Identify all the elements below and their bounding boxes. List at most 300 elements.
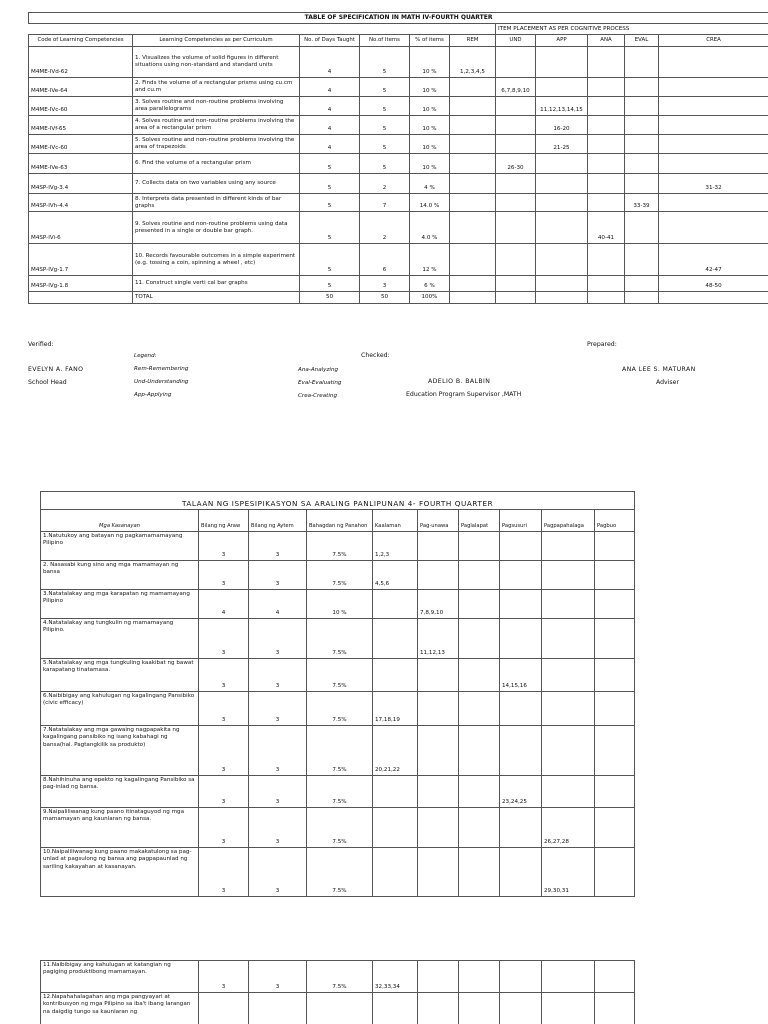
table-row xyxy=(29,276,768,292)
supervisor-name: ADELIO B. BALBIN xyxy=(428,378,491,385)
cell-c4: 23,24,25 xyxy=(500,776,542,808)
cell-code: M4ME-IVf-65 xyxy=(29,116,133,135)
cell-days: 3 xyxy=(199,692,249,726)
col-header-percent: Bahagdan ng Panahon xyxy=(307,510,373,532)
cell-crea xyxy=(659,135,768,154)
total-days: 50 xyxy=(300,292,360,304)
cell-app xyxy=(536,276,588,292)
cell-pct: 7.5% xyxy=(307,619,373,659)
cell-c3 xyxy=(459,961,500,993)
col-header-app: APP xyxy=(536,35,588,47)
cell-items: 2 xyxy=(360,212,410,244)
cell-items: 5 xyxy=(360,97,410,116)
cell-ana xyxy=(588,47,625,78)
cell-c5: 29,30,31 xyxy=(542,848,595,897)
cell-ana xyxy=(588,244,625,276)
cell-app xyxy=(536,194,588,212)
cell-c2 xyxy=(418,561,459,590)
cell-comp: 9. Solves routine and non-routine problems using data presented in a single or double bar graph. xyxy=(133,212,300,244)
cell-c5 xyxy=(542,619,595,659)
cell-c6 xyxy=(595,993,635,1024)
cell-skill: 7.Natatalakay ang mga gawaing nagpapakita ng kagalingang pansibiko ng isang kabahagi ng bansa(hal. Pagtangkilik sa produkto) xyxy=(41,726,199,776)
cell-rem xyxy=(450,174,496,194)
cell-c6 xyxy=(595,848,635,897)
cell-c6 xyxy=(595,561,635,590)
cell-app xyxy=(536,212,588,244)
cell-c5 xyxy=(542,993,595,1024)
cell-ana: 40-41 xyxy=(588,212,625,244)
cell-comp: 3. Solves routine and non-routine problems involving area parallelograms xyxy=(133,97,300,116)
cell-c1 xyxy=(373,619,418,659)
cell-pct: 7.5% xyxy=(307,808,373,848)
cell-eval xyxy=(625,78,659,97)
cell-days: 3 xyxy=(199,776,249,808)
checked-label: Checked: xyxy=(361,352,390,359)
cell-pct: 12 % xyxy=(410,244,450,276)
cell-code xyxy=(29,292,133,304)
cell-comp: 5. Solves routine and non-routine problems involving the area of trapezoids xyxy=(133,135,300,154)
cell-days: 5 xyxy=(300,174,360,194)
cell-ana xyxy=(588,97,625,116)
cell-c6 xyxy=(595,532,635,561)
legend-crea: Crea-Creating xyxy=(298,393,338,399)
cell-c4 xyxy=(500,848,542,897)
cell-comp: 10. Records favourable outcomes in a simple experiment (e.g. tossing a coin, spinning a wheel , etc) xyxy=(133,244,300,276)
cell-code: M4ME-IVd-62 xyxy=(29,47,133,78)
cell-items: 3 xyxy=(249,808,307,848)
cell-app xyxy=(536,154,588,174)
cell-eval xyxy=(625,276,659,292)
cell-comp: 7. Collects data on two variables using any source xyxy=(133,174,300,194)
cell-comp: 11. Construct single verti cal bar graphs xyxy=(133,276,300,292)
cell-c1 xyxy=(373,590,418,619)
cell-crea xyxy=(659,97,768,116)
cell-c5 xyxy=(542,590,595,619)
cell-c3 xyxy=(459,993,500,1024)
table-row xyxy=(29,78,768,97)
cell-items: 5 xyxy=(360,47,410,78)
cell-c5 xyxy=(542,659,595,692)
table-title: TALAAN NG ISPESIPIKASYON SA ARALING PANLIPUNAN 4- FOURTH QUARTER xyxy=(41,492,635,510)
cell-days: 4 xyxy=(300,97,360,116)
cell-und xyxy=(496,194,536,212)
legend-title: Legend: xyxy=(134,353,157,359)
col-header-pagsusuri: Pagsusuri xyxy=(500,510,542,532)
cell-pct: 7.5% xyxy=(307,659,373,692)
cell-ana xyxy=(588,135,625,154)
col-header-code: Code of Learning Competencies xyxy=(29,35,133,47)
col-header-items: Bilang ng Aytem xyxy=(249,510,307,532)
cell-eval xyxy=(625,47,659,78)
table-row xyxy=(29,244,768,276)
cell-pct: 7.5% xyxy=(307,776,373,808)
table-row xyxy=(41,659,635,692)
cell-c2 xyxy=(418,961,459,993)
cell-app xyxy=(536,244,588,276)
cell-c1: 4,5,6 xyxy=(373,561,418,590)
cell-crea: 31-32 xyxy=(659,174,768,194)
cell-pct: 4.0 % xyxy=(410,212,450,244)
cell-rem xyxy=(450,276,496,292)
table-title: TABLE OF SPECIFICATION IN MATH IV-FOURTH QUARTER xyxy=(29,13,768,24)
cell-c6 xyxy=(595,692,635,726)
cell-und xyxy=(496,116,536,135)
cell-eval xyxy=(625,174,659,194)
cell-pct: 7.5% xyxy=(307,532,373,561)
item-placement-header: ITEM PLACEMENT AS PER COGNITIVE PROCESS xyxy=(496,24,768,35)
cell-pct: 10 % xyxy=(410,97,450,116)
total-percent: 100% xyxy=(410,292,450,304)
cell-c6 xyxy=(595,590,635,619)
cell-c4 xyxy=(500,808,542,848)
cell-c1: 20,21,22 xyxy=(373,726,418,776)
cell-crea xyxy=(659,194,768,212)
cell-pct: 10 % xyxy=(307,590,373,619)
cell-c1 xyxy=(373,776,418,808)
col-header-items: No.of Items xyxy=(360,35,410,47)
cell-c6 xyxy=(595,726,635,776)
cell-skill: 2. Nasasabi kung sino ang mga mamamayan ng bansa xyxy=(41,561,199,590)
cell-eval xyxy=(625,154,659,174)
cell-ana xyxy=(588,116,625,135)
total-items: 50 xyxy=(360,292,410,304)
cell-c5 xyxy=(542,726,595,776)
cell-pct: 10 % xyxy=(410,78,450,97)
table-row xyxy=(41,532,635,561)
cell-c4 xyxy=(500,590,542,619)
cell-code: M4ME-IVe-63 xyxy=(29,154,133,174)
cell-c2 xyxy=(418,726,459,776)
cell-empty xyxy=(659,292,768,304)
cell-pct: 4 % xyxy=(410,174,450,194)
cell-rem: 1,2,3,4,5 xyxy=(450,47,496,78)
cell-ana xyxy=(588,174,625,194)
cell-skill: 3.Natatalakay ang mga karapatan ng mamamayang Pilipino xyxy=(41,590,199,619)
col-header-pagbuo: Pagbuo xyxy=(595,510,635,532)
cell-eval xyxy=(625,97,659,116)
cell-days: 3 xyxy=(199,659,249,692)
legend-rem: Rem-Remembering xyxy=(134,366,189,372)
cell-c5: 26,27,28 xyxy=(542,808,595,848)
cell-und xyxy=(496,244,536,276)
col-header-competency: Learning Competencies as per Curriculum xyxy=(133,35,300,47)
adviser-title: Adviser xyxy=(656,379,680,386)
cell-empty xyxy=(625,292,659,304)
col-header-percent: % of items xyxy=(410,35,450,47)
col-header-pag-unawa: Pag-unawa xyxy=(418,510,459,532)
cell-skill: 6.Naibibigay ang kahulugan ng kagalingang Pansibiko (civic efficacy) xyxy=(41,692,199,726)
cell-crea xyxy=(659,47,768,78)
adviser-name: ANA LEE S. MATURAN xyxy=(622,366,696,373)
col-header-pagpapahalaga: Pagpapahalaga xyxy=(542,510,595,532)
cell-c5 xyxy=(542,561,595,590)
cell-pct xyxy=(307,993,373,1024)
cell-items: 3 xyxy=(249,961,307,993)
total-row xyxy=(29,292,768,304)
cell-pct: 7.5% xyxy=(307,848,373,897)
cell-rem xyxy=(450,194,496,212)
cell-rem xyxy=(450,135,496,154)
cell-days: 4 xyxy=(300,78,360,97)
cell-pct: 14.0 % xyxy=(410,194,450,212)
legend-ana: Ana-Analyzing xyxy=(298,367,339,373)
cell-c1 xyxy=(373,848,418,897)
cell-c4 xyxy=(500,561,542,590)
cell-pct: 10 % xyxy=(410,154,450,174)
cell-und xyxy=(496,212,536,244)
cell-c2 xyxy=(418,808,459,848)
table-row xyxy=(41,590,635,619)
cell-code: M4SP-IVg-1.8 xyxy=(29,276,133,292)
cell-items: 2 xyxy=(360,174,410,194)
cell-crea: 48-50 xyxy=(659,276,768,292)
cell-und xyxy=(496,174,536,194)
cell-c2 xyxy=(418,659,459,692)
cell-empty xyxy=(496,292,536,304)
col-header-kaalaman: Kaalaman xyxy=(373,510,418,532)
cell-days: 5 xyxy=(300,212,360,244)
cell-app: 16-20 xyxy=(536,116,588,135)
cell-c4: 14,15,16 xyxy=(500,659,542,692)
cell-c1: 17,18,19 xyxy=(373,692,418,726)
table-row xyxy=(29,47,768,78)
cell-c2 xyxy=(418,776,459,808)
prepared-label: Prepared: xyxy=(587,341,617,348)
cell-eval: 33-39 xyxy=(625,194,659,212)
cell-code: M4SP-IVi-6 xyxy=(29,212,133,244)
cell-c3 xyxy=(459,726,500,776)
table-row xyxy=(41,993,635,1024)
math-tos-table xyxy=(28,12,768,304)
cell-eval xyxy=(625,212,659,244)
table-row xyxy=(41,726,635,776)
table-row xyxy=(29,212,768,244)
cell-c1 xyxy=(373,659,418,692)
cell-app: 21-25 xyxy=(536,135,588,154)
legend-eval: Eval-Evaluating xyxy=(298,380,342,386)
cell-pct: 10 % xyxy=(410,135,450,154)
cell-days: 3 xyxy=(199,808,249,848)
cell-c6 xyxy=(595,808,635,848)
cell-days: 5 xyxy=(300,276,360,292)
table-row xyxy=(41,619,635,659)
cell-c5 xyxy=(542,961,595,993)
cell-items: 6 xyxy=(360,244,410,276)
cell-skill: 1.Natutukoy ang batayan ng pagkamamamayang Pilipino xyxy=(41,532,199,561)
cell-code: M4ME-IVe-64 xyxy=(29,78,133,97)
table-row xyxy=(29,97,768,116)
cell-pct: 7.5% xyxy=(307,726,373,776)
cell-pct: 7.5% xyxy=(307,692,373,726)
cell-comp: 1. Visualizes the volume of solid figures in different situations using non-standard and standard units xyxy=(133,47,300,78)
cell-ana xyxy=(588,78,625,97)
cell-und xyxy=(496,135,536,154)
cell-days: 4 xyxy=(300,47,360,78)
cell-app xyxy=(536,47,588,78)
total-label: TOTAL xyxy=(133,292,300,304)
cell-c6 xyxy=(595,961,635,993)
cell-days: 3 xyxy=(199,532,249,561)
cell-code: M4ME-IVc-60 xyxy=(29,135,133,154)
cell-c4 xyxy=(500,692,542,726)
col-header-und: UND xyxy=(496,35,536,47)
cell-pct: 7.5% xyxy=(307,561,373,590)
cell-c3 xyxy=(459,659,500,692)
cell-und xyxy=(496,276,536,292)
cell-crea xyxy=(659,212,768,244)
cell-c2: 7,8,9,10 xyxy=(418,590,459,619)
table-row xyxy=(41,848,635,897)
cell-c6 xyxy=(595,659,635,692)
cell-app xyxy=(536,174,588,194)
cell-items: 5 xyxy=(360,78,410,97)
cell-code: M4ME-IVc-60 xyxy=(29,97,133,116)
cell-days: 4 xyxy=(199,590,249,619)
cell-c3 xyxy=(459,692,500,726)
cell-ana xyxy=(588,276,625,292)
cell-app: 11,12,13,14,15 xyxy=(536,97,588,116)
cell-c1: 1,2,3 xyxy=(373,532,418,561)
cell-items: 3 xyxy=(249,561,307,590)
cell-rem xyxy=(450,212,496,244)
cell-items: 5 xyxy=(360,135,410,154)
col-header-paglalapat: Paglalapat xyxy=(459,510,500,532)
cell-items: 3 xyxy=(249,692,307,726)
cell-c3 xyxy=(459,561,500,590)
cell-days: 3 xyxy=(199,619,249,659)
cell-skill: 12.Napahahalagahan ang mga pangyayari at kontribusyon ng mga Pilipino sa iba't ibang larangan na daigdig tungo sa kaunlaran ng xyxy=(41,993,199,1024)
cell-und: 6,7,8,9,10 xyxy=(496,78,536,97)
cell-items: 3 xyxy=(249,619,307,659)
cell-comp: 8. Interprets data presented in different kinds of bar graphs xyxy=(133,194,300,212)
table-row xyxy=(29,135,768,154)
table-row xyxy=(29,174,768,194)
cell-empty xyxy=(588,292,625,304)
cell-items: 5 xyxy=(360,116,410,135)
cell-und xyxy=(496,97,536,116)
cell-comp: 6. Find the volume of a rectangular prism xyxy=(133,154,300,174)
cell-comp: 2. Finds the volume of a rectangular prisms using cu.cm and cu.m xyxy=(133,78,300,97)
cell-c6 xyxy=(595,776,635,808)
cell-code: M4SP-IVg-3.4 xyxy=(29,174,133,194)
cell-crea: 42-47 xyxy=(659,244,768,276)
cell-skill: 10.Naipaliliwanag kung paano makakatulong sa pag-unlad at pagsulong ng bansa ang pagpapaunlad ng sariling kakayahan at kasanayan. xyxy=(41,848,199,897)
table-row xyxy=(41,776,635,808)
cell-rem xyxy=(450,116,496,135)
cell-days: 5 xyxy=(300,194,360,212)
cell-eval xyxy=(625,244,659,276)
cell-c3 xyxy=(459,848,500,897)
table-row xyxy=(41,808,635,848)
cell-items: 3 xyxy=(249,532,307,561)
cell-eval xyxy=(625,116,659,135)
cell-days: 5 xyxy=(300,244,360,276)
cell-c5 xyxy=(542,776,595,808)
cell-code: M4SP-IVh-4.4 xyxy=(29,194,133,212)
cell-c5 xyxy=(542,532,595,561)
cell-c3 xyxy=(459,590,500,619)
cell-days: 4 xyxy=(300,116,360,135)
legend-und: Und-Understanding xyxy=(134,379,189,385)
table-row xyxy=(29,116,768,135)
cell-c3 xyxy=(459,532,500,561)
cell-skill: 11.Naibibigay ang kahulugan at katangian ng pagiging produktibong mamamayan. xyxy=(41,961,199,993)
cell-items: 3 xyxy=(249,848,307,897)
ap-tos-table-continued xyxy=(40,960,635,1024)
cell-rem xyxy=(450,97,496,116)
cell-c4 xyxy=(500,726,542,776)
cell-c2 xyxy=(418,692,459,726)
table-row xyxy=(29,194,768,212)
cell-c3 xyxy=(459,808,500,848)
cell-days: 3 xyxy=(199,848,249,897)
cell-skill: 8.Nahihinuha ang epekto ng kagalingang Pansibiko sa pag-inlad ng bansa. xyxy=(41,776,199,808)
table-row xyxy=(41,961,635,993)
cell-empty xyxy=(450,292,496,304)
verified-label: Verified: xyxy=(28,341,54,348)
table-row xyxy=(41,692,635,726)
school-head-name: EVELYN A. FANO xyxy=(28,366,84,373)
cell-items: 5 xyxy=(360,154,410,174)
cell-eval xyxy=(625,135,659,154)
cell-items: 3 xyxy=(249,776,307,808)
legend-app: App-Applying xyxy=(134,392,172,398)
cell-items: 3 xyxy=(249,726,307,776)
cell-pct: 6 % xyxy=(410,276,450,292)
table-row xyxy=(29,154,768,174)
cell-items: 3 xyxy=(249,659,307,692)
cell-skill: 4.Natatalakay ang tungkulin ng mamamayang Pilipino. xyxy=(41,619,199,659)
col-header-eval: EVAL xyxy=(625,35,659,47)
school-head-title: School Head xyxy=(28,379,67,386)
cell-skill: 9.Naipaliliwanag kung paano itinataguyod ng mga mamamayan ang kaunlaran ng bansa. xyxy=(41,808,199,848)
cell-c1: 32,33,34 xyxy=(373,961,418,993)
cell-c3 xyxy=(459,619,500,659)
cell-crea xyxy=(659,116,768,135)
col-header-crea: CREA xyxy=(659,35,768,47)
cell-c3 xyxy=(459,776,500,808)
cell-c4 xyxy=(500,993,542,1024)
cell-items: 4 xyxy=(249,590,307,619)
cell-c5 xyxy=(542,692,595,726)
cell-empty xyxy=(536,292,588,304)
cell-app xyxy=(536,78,588,97)
cell-c4 xyxy=(500,532,542,561)
cell-c2: 11,12,13 xyxy=(418,619,459,659)
table-row xyxy=(41,561,635,590)
cell-pct: 7.5% xyxy=(307,961,373,993)
cell-days: 5 xyxy=(300,154,360,174)
cell-c4 xyxy=(500,961,542,993)
cell-pct: 10 % xyxy=(410,116,450,135)
cell-days xyxy=(199,993,249,1024)
cell-items xyxy=(249,993,307,1024)
cell-days: 4 xyxy=(300,135,360,154)
col-header-days: Bilang ng Araw xyxy=(199,510,249,532)
cell-c4 xyxy=(500,619,542,659)
cell-items: 3 xyxy=(360,276,410,292)
cell-crea xyxy=(659,78,768,97)
cell-code: M4SP-IVg-1.7 xyxy=(29,244,133,276)
cell-ana xyxy=(588,154,625,174)
cell-days: 3 xyxy=(199,561,249,590)
ap-tos-table xyxy=(40,491,635,897)
cell-c6 xyxy=(595,619,635,659)
cell-pct: 10 % xyxy=(410,47,450,78)
cell-skill: 5.Natatalakay ang mga tungkuling kaakibat ng bawat karapatang tinatamasa. xyxy=(41,659,199,692)
supervisor-title: Education Program Supervisor ,MATH xyxy=(406,391,522,398)
cell-c2 xyxy=(418,993,459,1024)
